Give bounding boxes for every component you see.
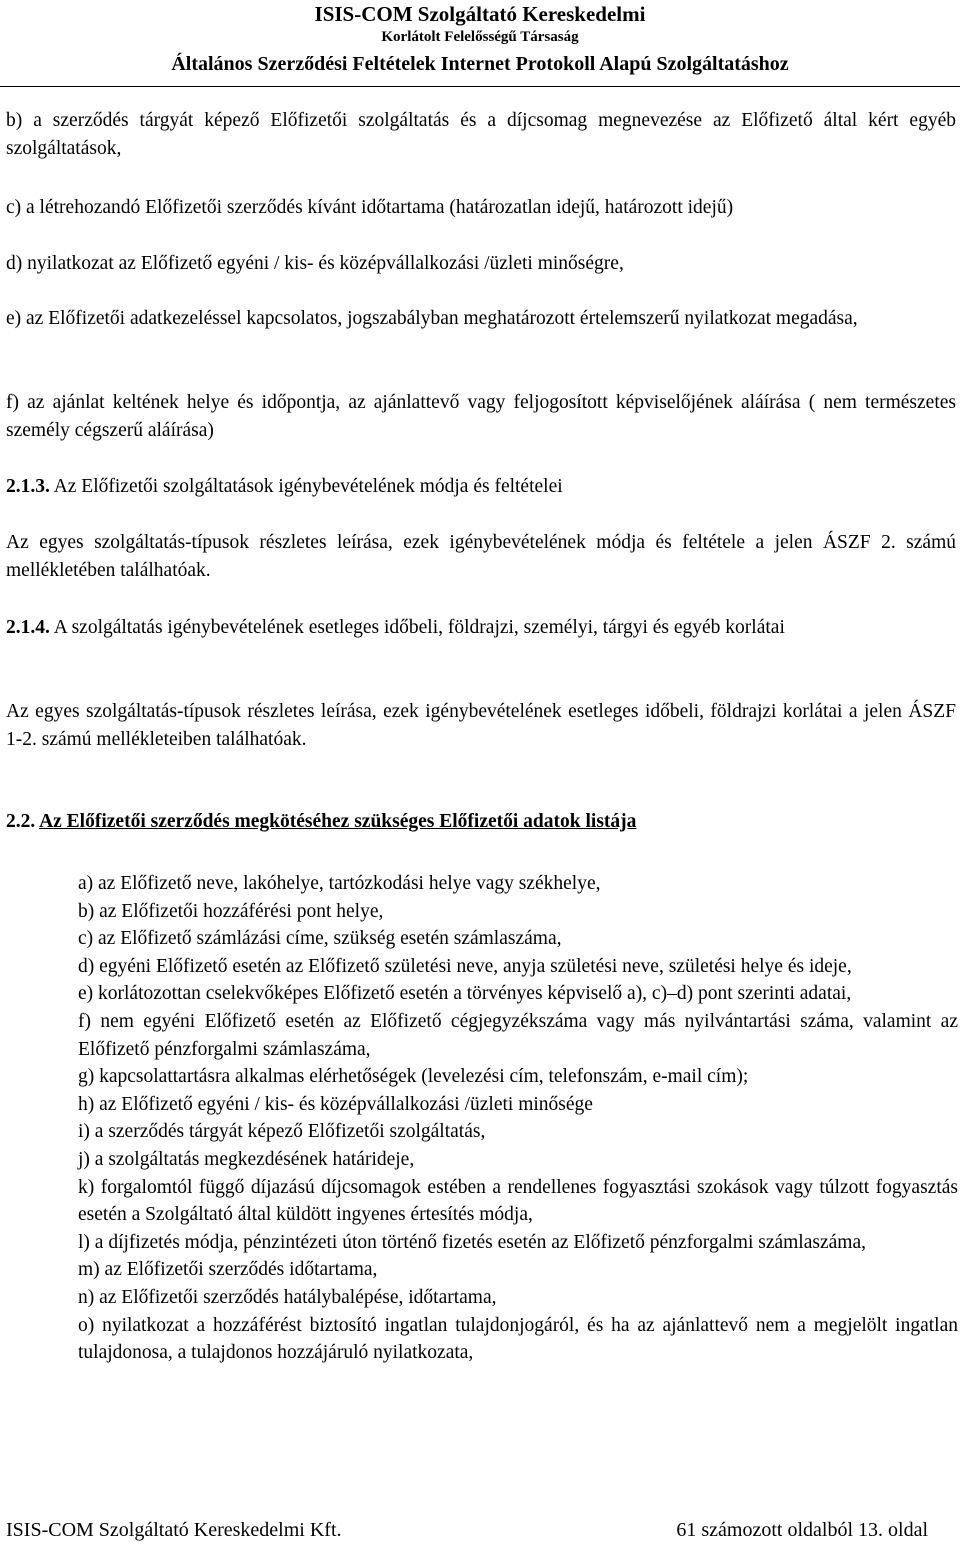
section-heading-2-1-3 [6,473,956,501]
list-item: k) forgalomtól függő díjazású díjcsomagok estében a rendellenes fogyasztási szokások vagy túlzott fogyasztás esetén a Szolgáltató által küldött ingyenes értesítés módja, [78,1176,958,1226]
list-item: e) korlátozottan cselekvőképes Előfizető esetén a törvényes képviselő a), c)–d) pont szerinti adatai, [78,983,852,1005]
list-item: l) a díjfizetés módja, pénzintézeti úton történő fizetés esetén az Előfizető pénzforgalmi számlaszáma, [78,1231,866,1253]
list-item: n) az Előfizetői szerződés hatálybalépése, időtartama, [78,1286,497,1308]
list-item: a) az Előfizető neve, lakóhelye, tartózkodási helye vagy székhelye, [78,873,601,894]
section-number: 2.2. [6,811,36,832]
header-company: ISIS-COM Szolgáltató Kereskedelmi [314,2,646,26]
list-item: c) az Előfizető számlázási címe, szükség esetén számlaszáma, [78,928,562,950]
header-company-form: Korlátolt Felelősségű Társaság [381,29,579,45]
list-item-d: d) nyilatkozat az Előfizető egyéni / kis- és középvállalkozási /üzleti minőségre, [6,253,624,274]
list-item-c: c) a létrehozandó Előfizetői szerződés kívánt időtartama (határozatlan idejű, határozott idejű) [6,197,734,218]
footer-company: ISIS-COM Szolgáltató Kereskedelmi Kft. [6,1519,342,1541]
list-item: i) a szerződés tárgyát képező Előfizetői szolgáltatás, [78,1121,486,1143]
list-item: b) az Előfizetői hozzáférési pont helye, [78,900,384,922]
list-item: f) nem egyéni Előfizető esetén az Előfizető cégjegyzékszáma vagy más nyilvántartási száma, valamint az Előfizető pénzforgalmi számlaszáma, [78,1010,958,1060]
section-title: Az Előfizetői szolgáltatások igénybevételének módja és feltételei [53,476,563,497]
list-item: h) az Előfizető egyéni / kis- és középvállalkozási /üzleti minősége [78,1093,593,1115]
footer-page-number: 61 számozott oldalból 13. oldal [676,1519,928,1541]
section-body-2-1-3: Az egyes szolgáltatás-típusok részletes leírása, ezek igénybevételének módja és feltétele a jelen ÁSZF 2. számú mellékletében találhatóak. [6,532,956,581]
list-item: g) kapcsolattartásra alkalmas elérhetőségek (levelezési cím, telefonszám, e-mail cím); [78,1066,749,1088]
section-body-2-1-4: Az egyes szolgáltatás-típusok részletes leírása, ezek igénybevételének esetleges időbeli, földrajzi korlátai a jelen ÁSZF 1-2. számú mellékleteiben találhatóak. [6,701,956,750]
section-number: 2.1.3. [6,476,50,497]
subscriber-data-list [78,870,958,1367]
list-item-b: b) a szerződés tárgyát képező Előfizetői szolgáltatás és a díjcsomag megnevezése az Előfizető által kért egyéb szolgáltatások, [6,110,956,159]
list-item: m) az Előfizetői szerződés időtartama, [78,1259,378,1281]
section-heading-2-2 [6,808,956,836]
list-item-f: f) az ajánlat keltének helye és időpontja, az ajánlattevő vagy feljogosított képviselőjének aláírása ( nem természetes személy cégszerű aláírása) [6,392,956,441]
header-document-title: Általános Szerződési Feltételek Internet Protokoll Alapú Szolgáltatáshoz [171,53,789,75]
list-item-e: e) az Előfizetői adatkezeléssel kapcsolatos, jogszabályban meghatározott értelemszerű nyilatkozat megadása, [6,308,858,329]
section-number: 2.1.4. [6,617,50,638]
header-divider [0,86,960,87]
list-item: d) egyéni Előfizető esetén az Előfizető születési neve, anyja születési neve, születési helye és ideje, [78,955,852,977]
list-item: j) a szolgáltatás megkezdésének határideje, [78,1148,415,1170]
section-title: Az Előfizetői szerződés megkötéséhez szükséges Előfizetői adatok listája [39,811,637,832]
section-title: A szolgáltatás igénybevételének esetleges időbeli, földrajzi, személyi, tárgyi és egyéb korlátai [53,617,785,638]
list-item: o) nyilatkozat a hozzáférést biztosító ingatlan tulajdonjogáról, és ha az ajánlattevő nem a megjelölt ingatlan tulajdonosa, a tulajdonos hozzájáruló nyilatkozata, [78,1314,958,1364]
section-heading-2-1-4 [6,614,956,642]
